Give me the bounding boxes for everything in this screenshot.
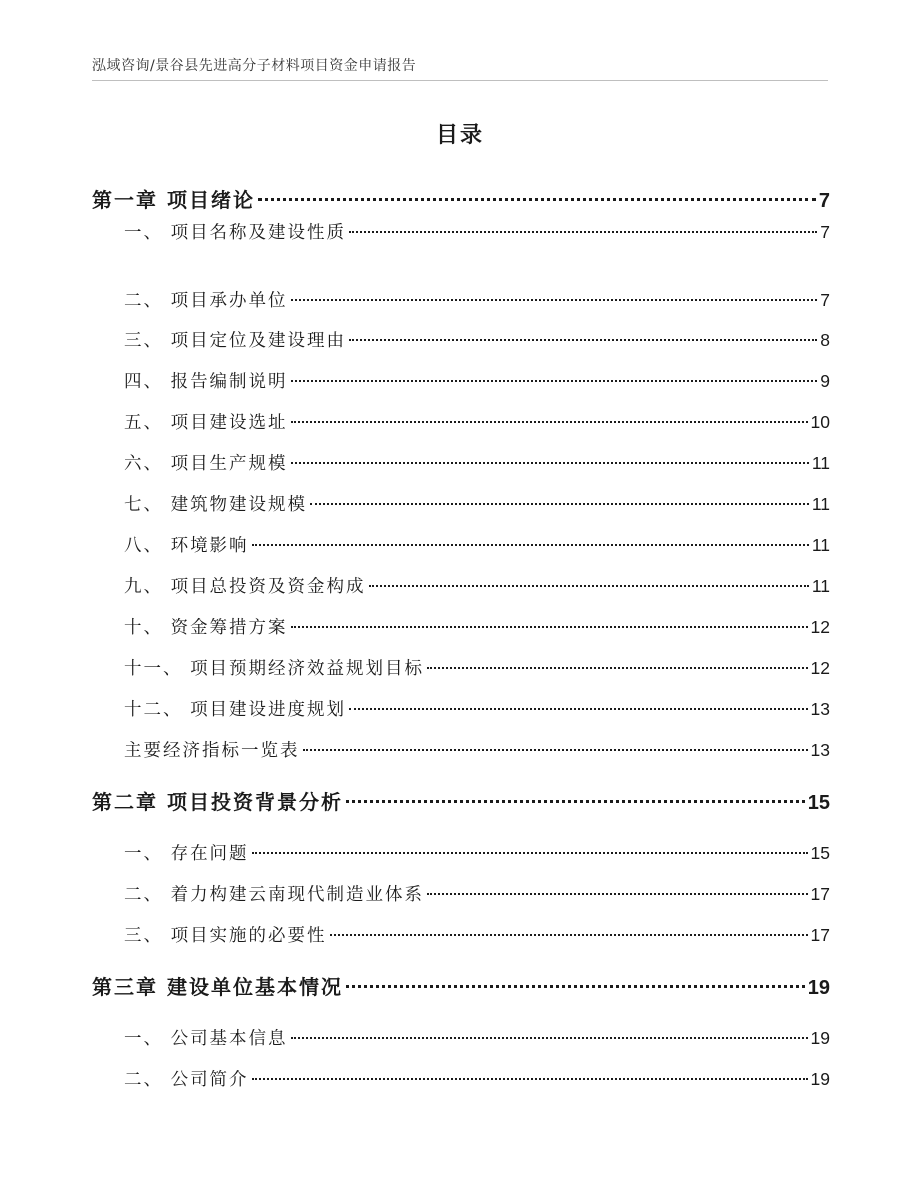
toc-entry-text: 二、 公司简介	[124, 1070, 249, 1090]
toc-entry-text: 四、 报告编制说明	[124, 372, 288, 392]
toc-page-number: 15	[807, 792, 830, 814]
dot-leader	[252, 1078, 808, 1080]
toc-entry-text: 第三章 建设单位基本情况	[92, 975, 343, 999]
toc-page-number: 11	[811, 535, 830, 555]
toc-entry-text: 一、 项目名称及建设性质	[124, 223, 347, 243]
toc-section-3-2[interactable]	[92, 1066, 830, 1091]
toc-section-1-2[interactable]	[92, 287, 830, 312]
toc-page-number: 12	[810, 617, 830, 637]
toc-summary-table[interactable]	[92, 737, 830, 762]
toc-entry-text: 十二、 项目建设进度规划	[124, 700, 347, 720]
toc-entry-text: 十一、 项目预期经济效益规划目标	[124, 659, 425, 679]
dot-leader	[349, 708, 807, 710]
toc-section-1-5[interactable]	[92, 409, 830, 434]
toc-page-number: 9	[820, 371, 830, 391]
toc-section-1-9[interactable]	[92, 573, 830, 598]
toc-chapter-1[interactable]	[92, 184, 830, 213]
dot-leader	[349, 231, 817, 233]
toc-page-number: 11	[811, 494, 830, 514]
toc-section-1-10[interactable]	[92, 614, 830, 639]
toc-entry-text: 二、 项目承办单位	[124, 291, 288, 311]
dot-leader	[252, 852, 808, 854]
dot-leader	[291, 380, 818, 382]
toc-page-number: 17	[810, 884, 830, 904]
toc-page-number: 11	[811, 453, 830, 473]
toc-section-1-8[interactable]	[92, 532, 830, 557]
toc-page-number: 10	[810, 412, 830, 432]
toc-page-number: 15	[810, 843, 830, 863]
toc-page-number: 13	[810, 699, 830, 719]
dot-leader	[291, 462, 809, 464]
toc-section-1-11[interactable]	[92, 655, 830, 680]
dot-leader	[291, 626, 808, 628]
dot-leader	[310, 503, 809, 505]
toc-entry-text: 主要经济指标一览表	[124, 741, 300, 761]
toc-entry-text: 三、 项目定位及建设理由	[124, 331, 347, 351]
dot-leader	[258, 198, 816, 201]
toc-section-2-1[interactable]	[92, 840, 830, 865]
toc-entry-text: 二、 着力构建云南现代制造业体系	[124, 885, 425, 905]
toc-section-1-6[interactable]	[92, 450, 830, 475]
header-rule	[92, 80, 828, 81]
dot-leader	[427, 667, 807, 669]
page-header: 泓域咨询/景谷县先进高分子材料项目资金申请报告	[92, 58, 417, 74]
dot-leader	[252, 544, 809, 546]
dot-leader	[291, 1037, 808, 1039]
toc-section-1-1[interactable]	[92, 219, 830, 244]
toc-page-number: 19	[810, 1069, 830, 1089]
toc-section-1-12[interactable]	[92, 696, 830, 721]
toc-section-2-3[interactable]	[92, 922, 830, 947]
toc-section-1-4[interactable]	[92, 368, 830, 393]
toc-entry-text: 三、 项目实施的必要性	[124, 926, 327, 946]
toc-entry-text: 第一章 项目绪论	[92, 188, 255, 212]
toc-page-number: 7	[820, 290, 830, 310]
dot-leader	[346, 985, 805, 988]
toc-page-number: 19	[810, 1028, 830, 1048]
toc-page-number: 11	[811, 576, 830, 596]
dot-leader	[291, 421, 808, 423]
toc-section-1-7[interactable]	[92, 491, 830, 516]
toc-page-number: 12	[810, 658, 830, 678]
toc-entry-text: 八、 环境影响	[124, 536, 249, 556]
dot-leader	[346, 800, 805, 803]
toc-chapter-3[interactable]	[92, 971, 830, 1000]
toc-page-number: 8	[820, 330, 830, 350]
toc-entry-text: 一、 公司基本信息	[124, 1029, 288, 1049]
dot-leader	[330, 934, 808, 936]
toc-section-1-3[interactable]	[92, 327, 830, 352]
dot-leader	[291, 299, 818, 301]
toc-entry-text: 一、 存在问题	[124, 844, 249, 864]
dot-leader	[303, 749, 808, 751]
toc-entry-text: 五、 项目建设选址	[124, 413, 288, 433]
toc-section-3-1[interactable]	[92, 1025, 830, 1050]
toc-entry-text: 九、 项目总投资及资金构成	[124, 577, 366, 597]
toc-entry-text: 七、 建筑物建设规模	[124, 495, 308, 515]
toc-page-number: 17	[810, 925, 830, 945]
toc-section-2-2[interactable]	[92, 881, 830, 906]
toc-page-number: 19	[807, 977, 830, 999]
toc-entry-text: 六、 项目生产规模	[124, 454, 288, 474]
dot-leader	[349, 339, 817, 341]
dot-leader	[427, 893, 807, 895]
dot-leader	[369, 585, 809, 587]
toc-entry-text: 十、 资金筹措方案	[124, 618, 288, 638]
toc-chapter-2[interactable]	[92, 786, 830, 815]
toc-page-number: 7	[820, 222, 830, 242]
toc-title: 目录	[435, 123, 484, 148]
toc-page-number: 13	[810, 740, 830, 760]
toc-page-number: 7	[818, 190, 830, 212]
toc-entry-text: 第二章 项目投资背景分析	[92, 790, 343, 814]
